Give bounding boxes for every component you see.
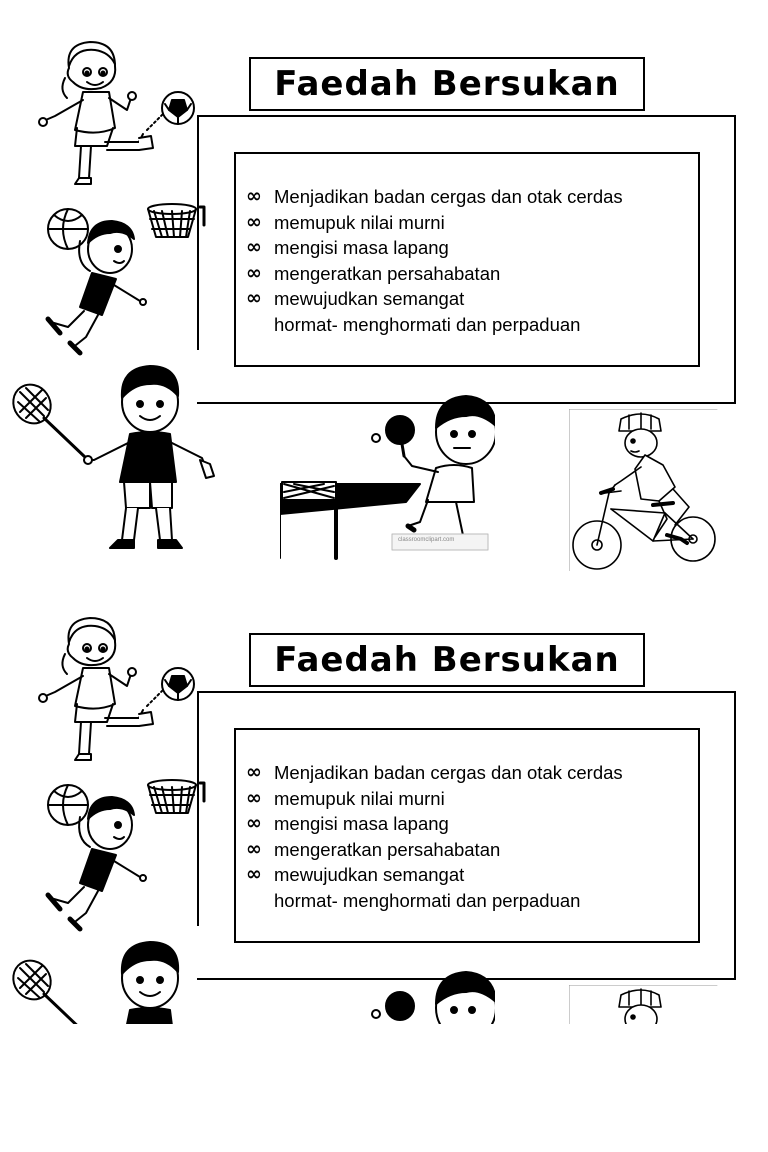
benefit-text: mewujudkan semangat: [274, 864, 465, 885]
infinity-bullet-icon: ∞: [246, 786, 262, 809]
infinity-bullet-icon: ∞: [246, 761, 262, 783]
list-item: [246, 837, 623, 863]
cyclist-icon: [569, 985, 719, 1024]
ping-pong-kid-icon: [280, 392, 495, 562]
list-item: [246, 235, 623, 261]
infinity-bullet-icon: ∞: [246, 837, 262, 860]
cyclist-icon: [569, 409, 719, 571]
infinity-bullet-icon: ∞: [246, 236, 262, 258]
benefit-text: Menjadikan badan cergas dan otak cerdas: [274, 762, 623, 783]
benefit-text: mengisi masa lapang: [274, 237, 449, 258]
benefit-list: [246, 184, 623, 337]
benefit-text: mengeratkan persahabatan: [274, 262, 501, 284]
list-item: [246, 184, 623, 210]
benefit-continuation: hormat- menghormati dan perpaduan: [274, 313, 581, 335]
football-kid-icon: [35, 614, 200, 772]
infinity-bullet-icon: ∞: [246, 261, 262, 284]
benefit-text: memupuk nilai murni: [274, 787, 445, 809]
infinity-bullet-icon: ∞: [246, 185, 262, 207]
benefit-text: Menjadikan badan cergas dan otak cerdas: [274, 186, 623, 207]
list-item: [246, 210, 623, 236]
basketball-kid-icon: [40, 203, 210, 363]
benefit-continuation: hormat- menghormati dan perpaduan: [274, 889, 581, 911]
clipart-credit: classroomclipart.com: [398, 537, 455, 543]
list-item: [246, 760, 623, 786]
football-kid-icon: [35, 38, 200, 196]
infinity-bullet-icon: ∞: [246, 210, 262, 233]
list-item: [246, 261, 623, 287]
infinity-bullet-icon: ∞: [246, 287, 262, 309]
worksheet-panel-2: [0, 576, 768, 1152]
badminton-kid-icon: [10, 928, 225, 1024]
benefit-text: mengeratkan persahabatan: [274, 838, 501, 860]
page-title: Faedah Bersukan: [249, 633, 645, 687]
benefit-text: mengisi masa lapang: [274, 813, 449, 834]
ping-pong-kid-icon: [280, 968, 495, 1024]
list-item: [246, 811, 623, 837]
page-title: Faedah Bersukan: [249, 57, 645, 111]
list-item: [246, 862, 623, 913]
benefits-box: [234, 728, 700, 943]
infinity-bullet-icon: ∞: [246, 863, 262, 885]
infinity-bullet-icon: ∞: [246, 812, 262, 834]
benefit-list: [246, 760, 623, 913]
benefit-text: memupuk nilai murni: [274, 211, 445, 233]
benefits-box: [234, 152, 700, 367]
list-item: [246, 286, 623, 337]
basketball-kid-icon: [40, 779, 210, 939]
benefit-text: mewujudkan semangat: [274, 288, 465, 309]
list-item: [246, 786, 623, 812]
badminton-kid-icon: [10, 352, 225, 562]
